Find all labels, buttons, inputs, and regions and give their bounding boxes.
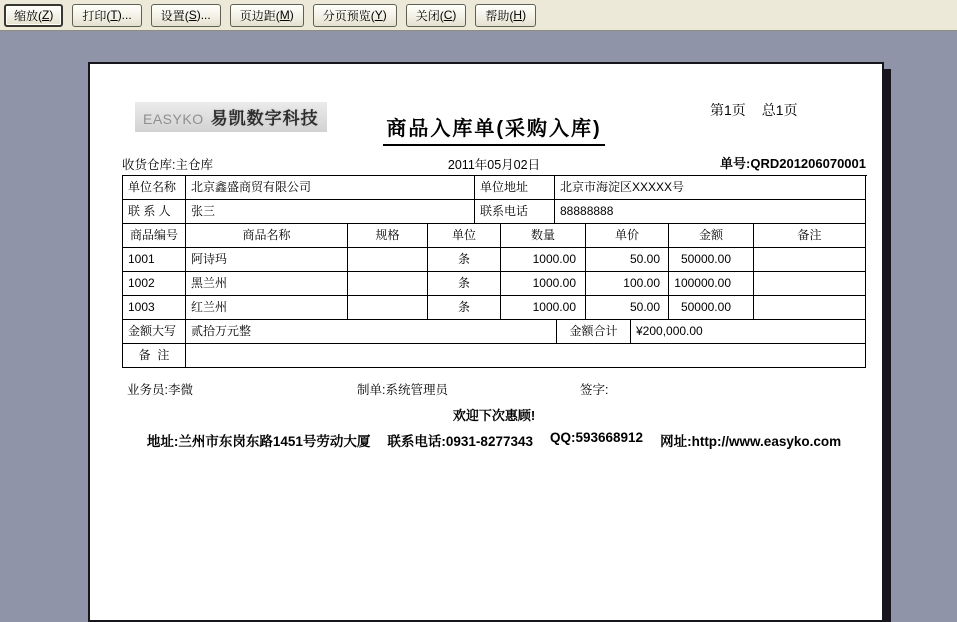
item-note (754, 272, 866, 296)
item-quantity: 1000.00 (501, 248, 586, 272)
item-price: 50.00 (586, 248, 669, 272)
item-code: 1003 (123, 296, 186, 320)
column-header: 单位 (428, 224, 501, 248)
button-mnemonic: T (110, 8, 118, 22)
logo-text-en: EASYKO (143, 111, 204, 127)
item-amount: 50000.00 (669, 248, 754, 272)
item-unit: 条 (428, 272, 501, 296)
column-header: 单价 (586, 224, 669, 248)
print-preview-page (88, 62, 884, 622)
item-spec (348, 296, 428, 320)
item-quantity: 1000.00 (501, 296, 586, 320)
signature-label: 签字: (580, 383, 609, 397)
company-contact-line (122, 430, 866, 450)
unit-address-label: 单位地址 (475, 176, 555, 200)
total-amount-label: 金额合计 (557, 320, 631, 344)
total-pages: 总1页 (761, 102, 798, 118)
company-address: 地址:兰州市东岗东路1451号劳动大厦 (146, 434, 371, 449)
table-row-item (123, 296, 867, 320)
item-code: 1002 (123, 272, 186, 296)
column-header: 金额 (669, 224, 754, 248)
item-name: 红兰州 (186, 296, 348, 320)
zoom-button[interactable] (4, 4, 63, 27)
button-mnemonic: M (279, 8, 290, 22)
item-note (754, 248, 866, 272)
button-mnemonic: Z (42, 8, 50, 22)
column-header: 数量 (501, 224, 586, 248)
button-label: 设置( (160, 8, 189, 23)
button-label: 打印( (82, 8, 111, 23)
item-price: 50.00 (586, 296, 669, 320)
page-margins-button[interactable] (230, 4, 304, 27)
logo-text-cn: 易凯数字科技 (210, 109, 319, 128)
total-amount-value: ¥200,000.00 (631, 320, 866, 344)
receipt-table (122, 175, 867, 368)
table-row-unit-info (123, 176, 867, 200)
table-header-row (123, 224, 867, 248)
item-unit: 条 (428, 296, 501, 320)
item-note (754, 296, 866, 320)
company-website: 网址:http://www.easyko.com (660, 434, 842, 449)
unit-name-value: 北京鑫盛商贸有限公司 (186, 176, 475, 200)
button-label: 分页预览( (322, 8, 375, 23)
amount-words-label: 金额大写 (123, 320, 186, 344)
document-title: 商品入库单(采购入库) (383, 112, 604, 146)
item-amount: 50000.00 (669, 296, 754, 320)
button-label: ) (452, 8, 457, 22)
page-number-info (710, 100, 798, 120)
order-number: 单号:QRD201206070001 (720, 156, 866, 171)
signature-row (90, 380, 886, 398)
button-label: )... (117, 8, 132, 22)
receiving-warehouse: 收货仓库:主仓库 (122, 158, 213, 172)
current-page: 第1页 (710, 102, 746, 118)
button-label: 缩放( (14, 8, 42, 23)
button-mnemonic: S (188, 8, 197, 22)
column-header: 规格 (348, 224, 428, 248)
column-header: 备注 (754, 224, 866, 248)
item-quantity: 1000.00 (501, 272, 586, 296)
item-price: 100.00 (586, 272, 669, 296)
item-amount: 100000.00 (669, 272, 754, 296)
remark-label: 备 注 (123, 344, 186, 368)
column-header: 商品编号 (123, 224, 186, 248)
unit-name-label: 单位名称 (123, 176, 186, 200)
table-row-contact-info (123, 200, 867, 224)
contact-person-value: 张三 (186, 200, 475, 224)
column-header: 商品名称 (186, 224, 348, 248)
button-mnemonic: H (513, 8, 523, 22)
table-row-item (123, 248, 867, 272)
document-date: 2011年05月02日 (447, 158, 541, 172)
table-row-item (123, 272, 867, 296)
item-code: 1001 (123, 248, 186, 272)
print-button[interactable] (72, 4, 141, 27)
button-label: 关闭( (415, 8, 444, 23)
remark-value (186, 344, 866, 368)
button-label: 页边距( (239, 8, 280, 23)
company-qq: QQ:593668912 (550, 430, 644, 445)
contact-person-label: 联 系 人 (123, 200, 186, 224)
print-preview-toolbar (0, 0, 957, 31)
document-maker: 制单:系统管理员 (357, 383, 448, 397)
button-label: 帮助( (485, 8, 514, 23)
button-label: ) (289, 8, 294, 22)
contact-phone-value: 88888888 (555, 200, 866, 224)
settings-button[interactable] (151, 4, 221, 27)
button-label: ) (522, 8, 527, 22)
amount-words-value: 贰拾万元整 (186, 320, 557, 344)
company-phone: 联系电话:0931-8277343 (387, 434, 533, 449)
item-name: 黑兰州 (186, 272, 348, 296)
button-mnemonic: Y (374, 8, 383, 22)
page-break-preview-button[interactable] (313, 4, 397, 27)
table-row-remark (123, 344, 867, 368)
operator-name: 业务员:李微 (127, 383, 193, 397)
welcome-message: 欢迎下次惠顾! (452, 408, 536, 423)
help-button[interactable] (475, 4, 536, 27)
item-name: 阿诗玛 (186, 248, 348, 272)
item-spec (348, 248, 428, 272)
button-label: )... (196, 8, 211, 22)
button-mnemonic: C (443, 8, 453, 22)
close-button[interactable] (406, 4, 467, 27)
button-label: ) (49, 8, 54, 22)
table-row-total (123, 320, 867, 344)
item-unit: 条 (428, 248, 501, 272)
unit-address-value: 北京市海淀区XXXXX号 (555, 176, 866, 200)
contact-phone-label: 联系电话 (475, 200, 555, 224)
button-label: ) (382, 8, 387, 22)
item-spec (348, 272, 428, 296)
